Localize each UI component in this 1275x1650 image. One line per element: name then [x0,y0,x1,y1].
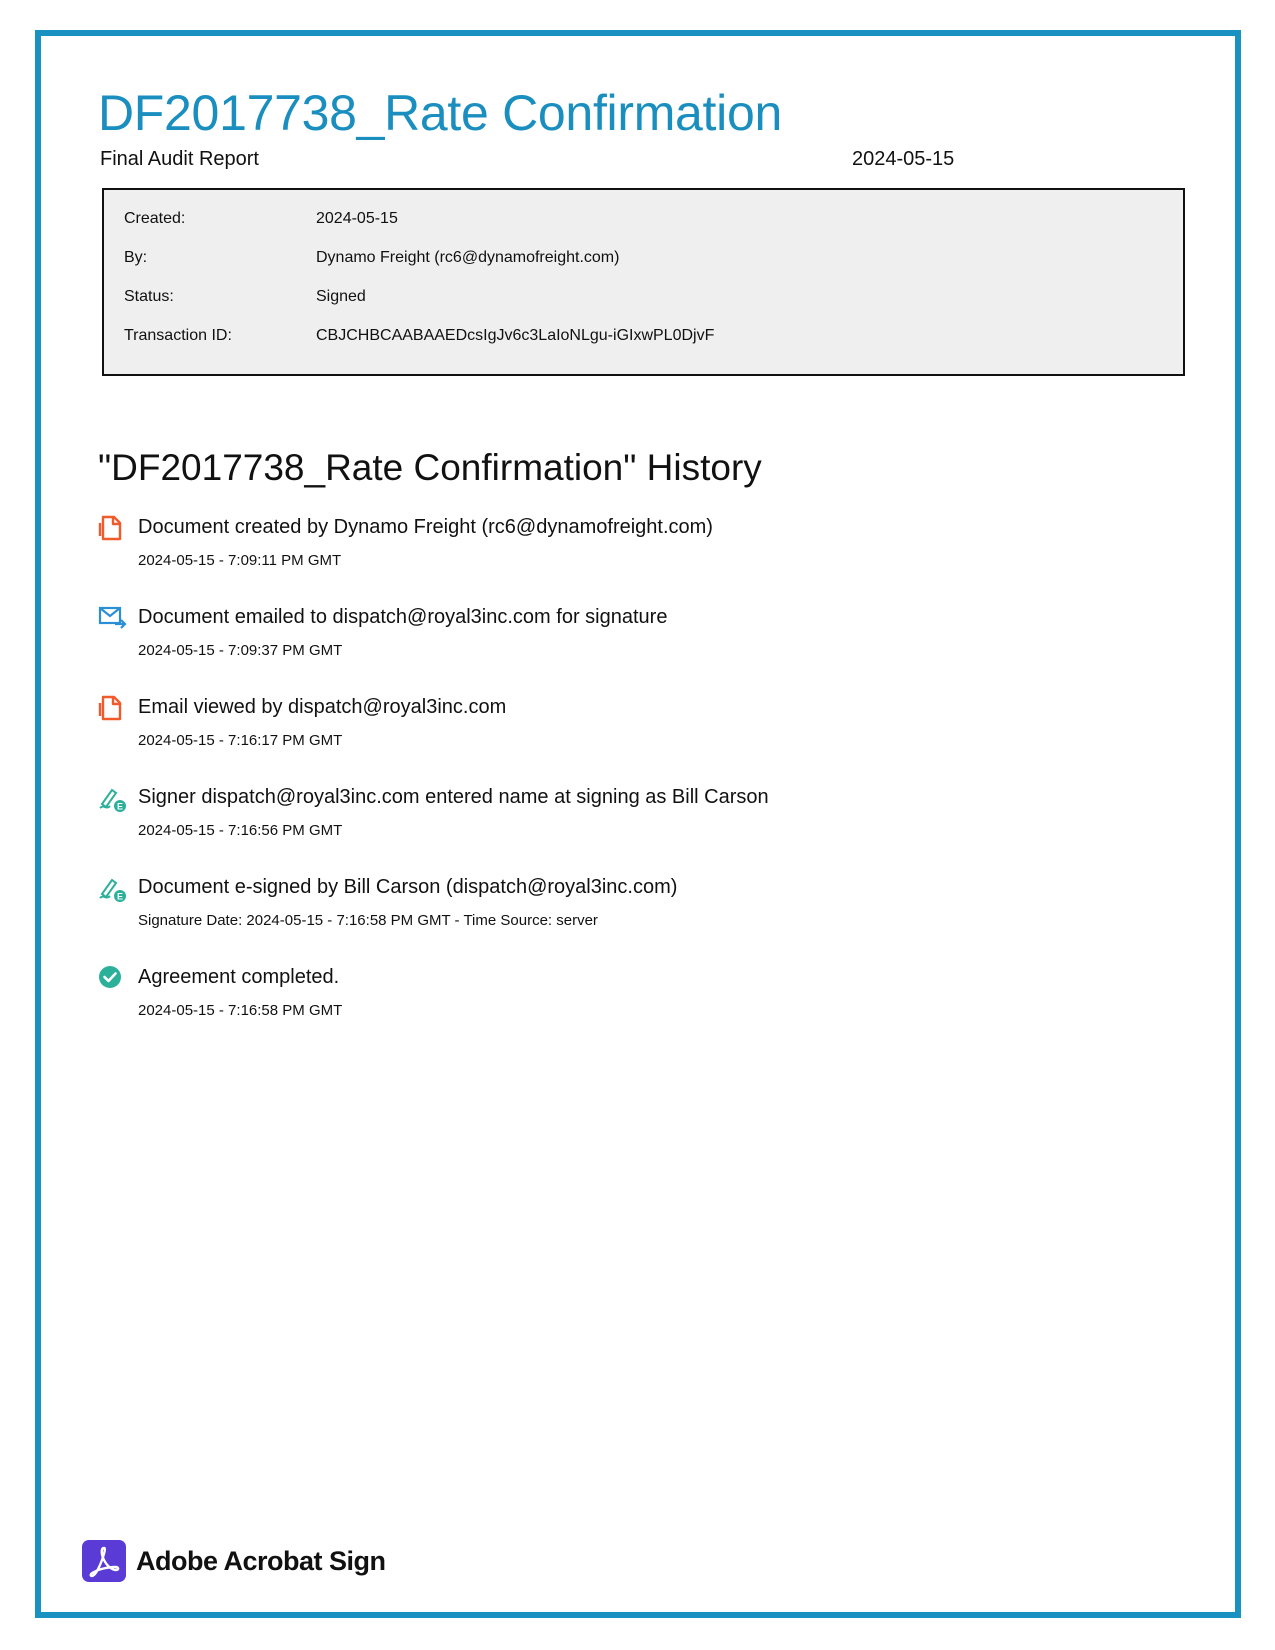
event-time: Signature Date: 2024-05-15 - 7:16:58 PM GMT - Time Source: server [138,912,598,929]
e-signature-icon [98,784,126,812]
summary-box [102,188,1185,376]
summary-row-created [124,210,398,228]
history-heading: "DF2017738_Rate Confirmation" History [98,447,762,488]
event-text: Document created by Dynamo Freight (rc6@dynamofreight.com) [138,516,713,538]
summary-row-by [124,249,619,267]
acrobat-logo-icon [82,1540,126,1582]
event-time: 2024-05-15 - 7:09:37 PM GMT [138,642,343,659]
event-time: 2024-05-15 - 7:16:58 PM GMT [138,1002,343,1019]
document-viewed-icon [98,694,126,722]
event-time: 2024-05-15 - 7:09:11 PM GMT [138,552,342,569]
transaction-label: Transaction ID: [124,327,232,344]
created-value: 2024-05-15 [316,210,398,227]
e-signature-icon [98,874,126,902]
transaction-value: CBJCHBCAABAAEDcsIgJv6c3LaIoNLgu-iGIxwPL0DjvF [316,327,715,344]
report-subtitle: Final Audit Report [100,148,259,170]
by-label: By: [124,249,148,266]
email-sent-icon [98,604,126,632]
status-value: Signed [316,288,366,305]
event-text: Signer dispatch@royal3inc.com entered name at signing as Bill Carson [138,786,769,808]
document-title: DF2017738_Rate Confirmation [98,85,782,141]
logo-text: Adobe Acrobat Sign [136,1546,386,1576]
event-text: Document e-signed by Bill Carson (dispatch@royal3inc.com) [138,876,678,898]
check-circle-icon [98,964,126,992]
event-time: 2024-05-15 - 7:16:17 PM GMT [138,732,343,749]
summary-row-transaction [124,327,714,345]
event-text: Agreement completed. [138,966,340,988]
document-created-icon [98,514,126,542]
svg-text:E: E [116,801,124,812]
event-text: Document emailed to dispatch@royal3inc.com for signature [138,606,668,628]
status-label: Status: [124,288,174,305]
created-label: Created: [124,210,186,227]
summary-row-status [124,288,366,306]
by-value: Dynamo Freight (rc6@dynamofreight.com) [316,249,620,266]
report-date: 2024-05-15 [852,148,955,170]
event-time: 2024-05-15 - 7:16:56 PM GMT [138,822,343,839]
svg-text:E: E [116,891,124,902]
event-text: Email viewed by dispatch@royal3inc.com [138,696,507,718]
